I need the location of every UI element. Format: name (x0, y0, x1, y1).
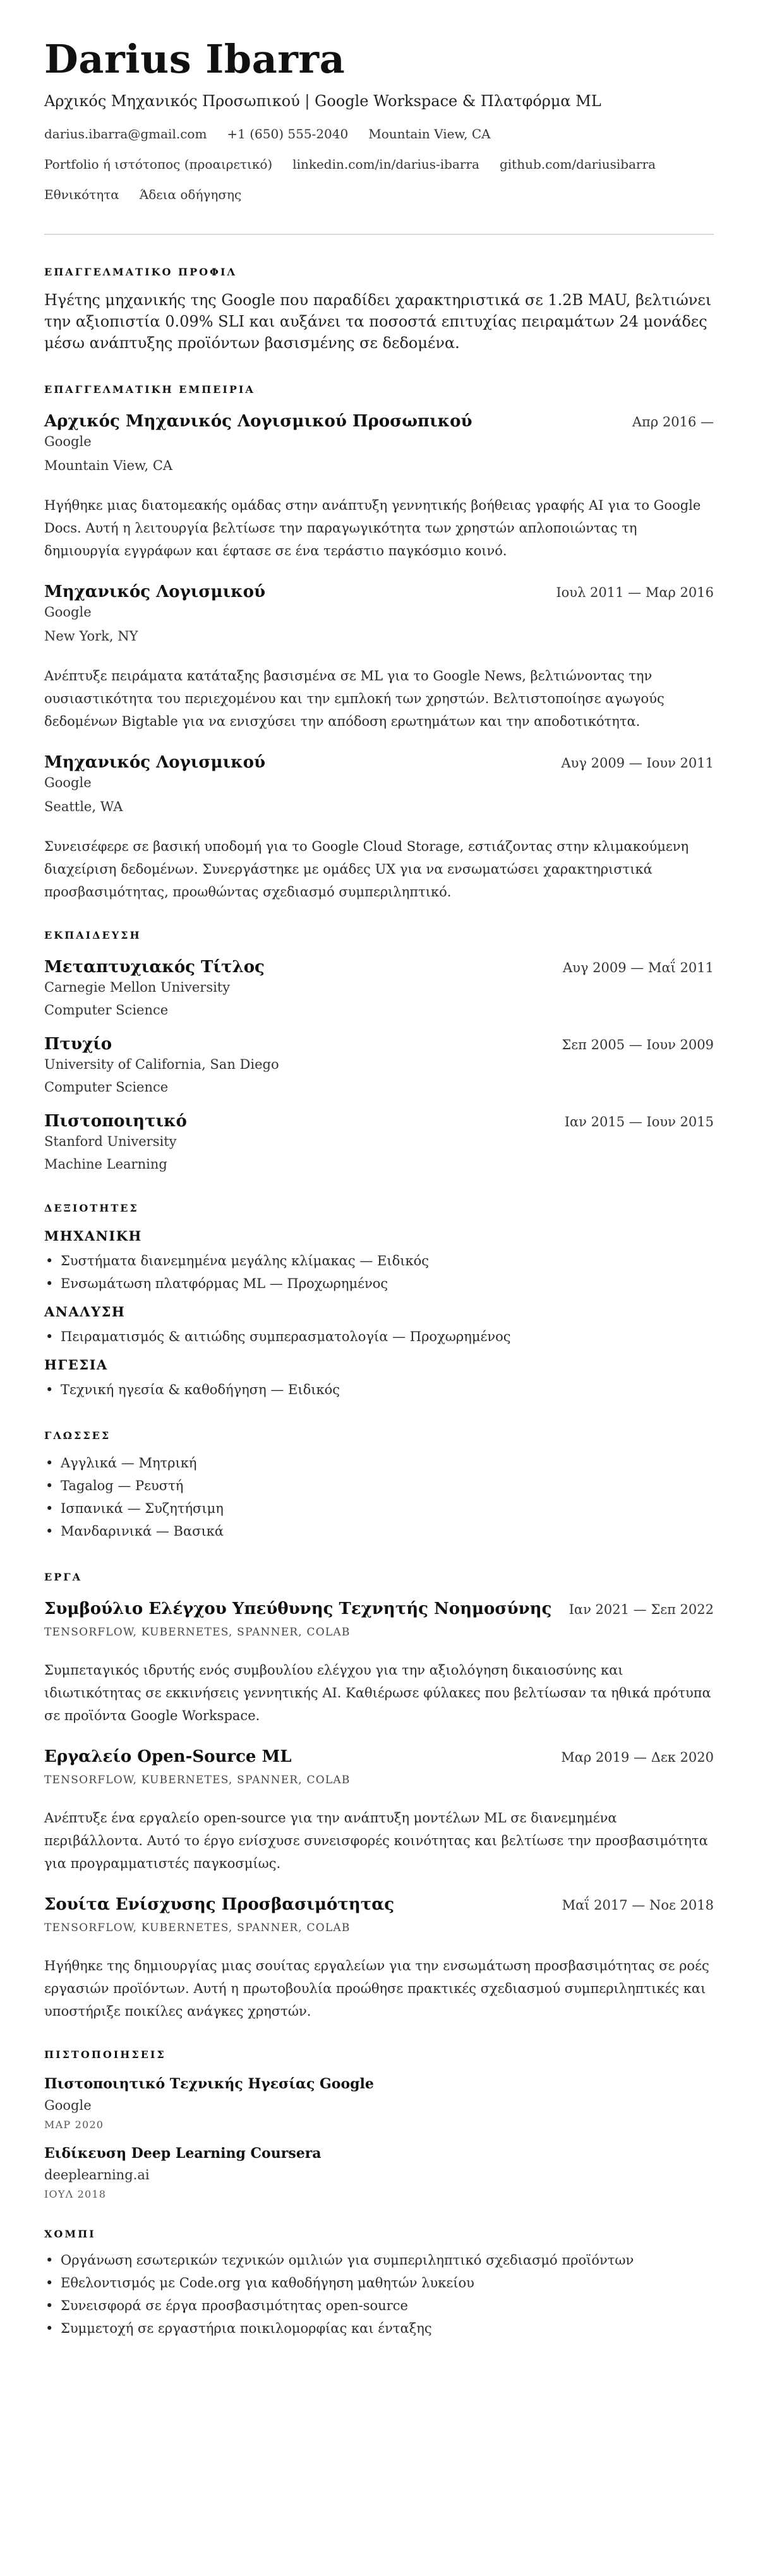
experience-section (44, 383, 714, 903)
school-name: Carnegie Mellon University (44, 980, 231, 995)
certification-name: Ειδίκευση Deep Learning Coursera (44, 2145, 322, 2162)
job-title: Μηχανικός Λογισμικού (44, 582, 266, 601)
project-entry (44, 1894, 714, 2023)
field-of-study: Computer Science (44, 1002, 169, 1018)
project-dates: Μαρ 2019 — Δεκ 2020 (561, 1750, 714, 1765)
headline: Αρχικός Μηχανικός Προσωπικού | Google Workspace & Πλατφόρμα ML (44, 92, 601, 110)
contact-row-extra (44, 186, 714, 203)
skill-item: • Πειραματισμός & αιτιώδης συμπερασματολογία — Προχωρημένος (61, 1325, 714, 1348)
certifications-section (44, 2048, 714, 2202)
skill-category: ΜΗΧΑΝΙΚΗ (44, 1228, 142, 1244)
degree-dates: Σεπ 2005 — Ιουν 2009 (562, 1037, 714, 1052)
phone-number[interactable]: +1 (650) 555-2040 (227, 126, 349, 141)
section-title-projects: ΕΡΓΑ (44, 1571, 82, 1583)
language-item: • Μανδαρινικά — Βασικά (61, 1520, 714, 1543)
section-title-profile: ΕΠΑΓΓΕΛΜΑΤΙΚΟ ΠΡΟΦΙΛ (44, 266, 237, 278)
profile-section (44, 265, 714, 354)
education-entry (44, 956, 714, 1020)
job-company: Google (44, 434, 92, 449)
job-description: Ανέπτυξε πειράματα κατάταξης βασισμένα σε ML για το Google News, βελτιώνοντας την ουσιαστικότητα του περιεχομένου και την εμπλοκή των χρηστών. Βελτιστοποίησε αγωγούς δεδομένων Bigtable για να ενισχύσει την απόδοση ερωτημάτων και την αποδοτικότητα. (44, 668, 665, 729)
job-dates: Ιουλ 2011 — Μαρ 2016 (556, 585, 714, 600)
skill-item: • Ενσωμάτωση πλατφόρμας ML — Προχωρημένος (61, 1272, 714, 1295)
license-text: Άδεια οδήγησης (139, 187, 242, 202)
experience-entry (44, 581, 714, 733)
profile-summary: Ηγέτης μηχανικής της Google που παραδίδει χαρακτηριστικά σε 1.2B MAU, βελτιώνει την αξιοπιστία 0.09% SLI και αυξάνει τα ποσοστά επιτυχίας πειραμάτων 24 μονάδες μέσω ανάπτυξης προϊόντων βασισμένης σε δεδομένα. (44, 291, 712, 352)
project-name: Συμβούλιο Ελέγχου Υπεύθυνης Τεχνητής Νοημοσύνης (44, 1599, 552, 1618)
job-company: Google (44, 605, 92, 620)
field-of-study: Machine Learning (44, 1157, 167, 1172)
project-tech: TENSORFLOW, KUBERNETES, SPANNER, COLAB (44, 1626, 351, 1639)
projects-section (44, 1570, 714, 2023)
hobby-item: • Συμμετοχή σε εργαστήρια ποικιλομορφίας και ένταξης (61, 2317, 714, 2340)
skill-list (44, 1378, 714, 1401)
project-description: Ηγήθηκε της δημιουργίας μιας σουίτας εργαλείων για την ενσωμάτωση προσβασιμότητας σε ροές εργασιών προϊόντων. Αυτή η πρωτοβουλία προώθησε πρακτικές σχεδιασμού συμπεριληπτικές και υποστήριξε ποικίλες ανάγκες χρηστών. (44, 1958, 709, 2019)
location-text: Mountain View, CA (368, 126, 491, 141)
language-item: • Ισπανικά — Συζητήσιμη (61, 1497, 714, 1520)
github-link[interactable]: github.com/dariusibarra (499, 157, 656, 172)
section-title-hobbies: ΧΟΜΠΙ (44, 2228, 96, 2240)
certification-entry (44, 2144, 714, 2202)
job-location: New York, NY (44, 629, 138, 644)
skill-category: ΗΓΕΣΙΑ (44, 1357, 108, 1373)
education-section (44, 929, 714, 1174)
job-dates: Αυγ 2009 — Ιουν 2011 (561, 755, 714, 771)
hobby-item: • Συνεισφορά σε έργα προσβασιμότητας open-source (61, 2294, 714, 2317)
school-name: University of California, San Diego (44, 1057, 279, 1072)
degree-title: Μεταπτυχιακός Τίτλος (44, 958, 265, 977)
skill-item: • Τεχνική ηγεσία & καθοδήγηση — Ειδικός (61, 1378, 714, 1401)
certification-name: Πιστοποιητικό Τεχνικής Ηγεσίας Google (44, 2076, 374, 2092)
languages-section (44, 1429, 714, 1543)
linkedin-link[interactable]: linkedin.com/in/darius-ibarra (292, 157, 479, 172)
degree-dates: Ιαν 2015 — Ιουν 2015 (564, 1114, 714, 1129)
hobby-item: • Οργάνωση εσωτερικών τεχνικών ομιλιών για συμπεριληπτικό σχεδιασμό προϊόντων (61, 2249, 714, 2272)
contact-row-links (44, 155, 714, 173)
section-title-languages: ΓΛΩΣΣΕΣ (44, 1429, 111, 1441)
field-of-study: Computer Science (44, 1080, 169, 1095)
job-company: Google (44, 775, 92, 790)
job-location: Mountain View, CA (44, 458, 173, 473)
degree-title: Πιστοποιητικό (44, 1112, 187, 1131)
job-description: Συνεισέφερε σε βασική υποδομή για το Google Cloud Storage, εστιάζοντας στην κλιμακούμενη διαχείριση δεδομένων. Συνεργάστηκε με ομάδες UX για να ενσωματώσει χαρακτηριστικά προσβασιμότητας, προωθώντας σχεδιασμό συμπεριληπτικό. (44, 839, 689, 900)
contact-row-primary (44, 125, 714, 143)
language-item: • Tagalog — Ρευστή (61, 1474, 714, 1497)
project-description: Ανέπτυξε ένα εργαλείο open-source για την ανάπτυξη μοντέλων ML σε διανεμημένα περιβάλλοντα. Αυτό το έργο ενίσχυσε συνεισφορές κοινότητας και βελτίωσε την προσβασιμότητα για προγραμματιστές παγκοσμίως. (44, 1810, 708, 1871)
certification-issuer: deeplearning.ai (44, 2167, 150, 2182)
skill-item: • Συστήματα διανεμημένα μεγάλης κλίμακας — Ειδικός (61, 1249, 714, 1272)
experience-entry (44, 752, 714, 903)
section-title-skills: ΔΕΞΙΟΤΗΤΕΣ (44, 1202, 139, 1214)
skill-list (44, 1325, 714, 1348)
skill-category: ΑΝΑΛΥΣΗ (44, 1304, 126, 1320)
hobbies-section (44, 2227, 714, 2340)
project-entry (44, 1746, 714, 1875)
experience-entry (44, 411, 714, 562)
section-title-education: ΕΚΠΑΙΔΕΥΣΗ (44, 929, 141, 941)
email-link[interactable]: darius.ibarra@gmail.com (44, 126, 207, 141)
project-name: Εργαλείο Open-Source ML (44, 1747, 292, 1766)
hobby-list (44, 2249, 714, 2340)
language-list (44, 1452, 714, 1543)
nationality-text: Εθνικότητα (44, 187, 119, 202)
project-description: Συμπεταγικός ιδρυτής ενός συμβουλίου ελέγχου για την αξιολόγηση δικαιοσύνης και ιδιωτικότητας σε εκκινήσεις γεννητικής AI. Καθιέρωσε φύλακες που βελτίωσαν τα ηθικά πρότυπα σε προϊόντα Google Workspace. (44, 1663, 711, 1723)
job-location: Seattle, WA (44, 799, 123, 814)
project-tech: TENSORFLOW, KUBERNETES, SPANNER, COLAB (44, 1922, 351, 1934)
project-entry (44, 1598, 714, 1727)
project-tech: TENSORFLOW, KUBERNETES, SPANNER, COLAB (44, 1774, 351, 1786)
certification-date: ΜΑΡ 2020 (44, 2119, 104, 2131)
candidate-name: Darius Ibarra (44, 36, 346, 82)
degree-title: Πτυχίο (44, 1035, 112, 1054)
job-dates: Απρ 2016 — (632, 414, 714, 430)
header-divider (44, 234, 714, 235)
job-title: Μηχανικός Λογισμικού (44, 753, 266, 772)
project-name: Σουίτα Ενίσχυσης Προσβασιμότητας (44, 1895, 395, 1914)
portfolio-link[interactable]: Portfolio ή ιστότοπος (προαιρετικό) (44, 157, 273, 172)
certification-issuer: Google (44, 2098, 92, 2113)
education-entry (44, 1033, 714, 1097)
certification-entry (44, 2074, 714, 2133)
certification-date: ΙΟΥΛ 2018 (44, 2188, 107, 2200)
job-description: Ηγήθηκε μιας διατομεακής ομάδας στην ανάπτυξη γεννητικής βοήθειας γραφής AI για το Google Docs. Αυτή η λειτουργία βελτίωσε την παραγωγικότητα των χρηστών απλοποιώντας τη δημιουργία εγγράφων και έφτασε σε ένα τεράστιο παγκόσμιο κοινό. (44, 498, 701, 558)
project-dates: Ιαν 2021 — Σεπ 2022 (568, 1602, 714, 1617)
project-dates: Μαΐ 2017 — Νοε 2018 (562, 1898, 714, 1913)
education-entry (44, 1110, 714, 1174)
section-title-experience: ΕΠΑΓΓΕΛΜΑΤΙΚΗ ΕΜΠΕΙΡΙΑ (44, 383, 255, 395)
hobby-item: • Εθελοντισμός με Code.org για καθοδήγηση μαθητών λυκείου (61, 2272, 714, 2294)
skill-list (44, 1249, 714, 1295)
skills-section (44, 1201, 714, 1401)
language-item: • Αγγλικά — Μητρική (61, 1452, 714, 1474)
section-title-certifications: ΠΙΣΤΟΠΟΙΗΣΕΙΣ (44, 2049, 166, 2061)
school-name: Stanford University (44, 1134, 177, 1149)
degree-dates: Αυγ 2009 — Μαΐ 2011 (563, 960, 714, 975)
job-title: Αρχικός Μηχανικός Λογισμικού Προσωπικού (44, 412, 472, 431)
